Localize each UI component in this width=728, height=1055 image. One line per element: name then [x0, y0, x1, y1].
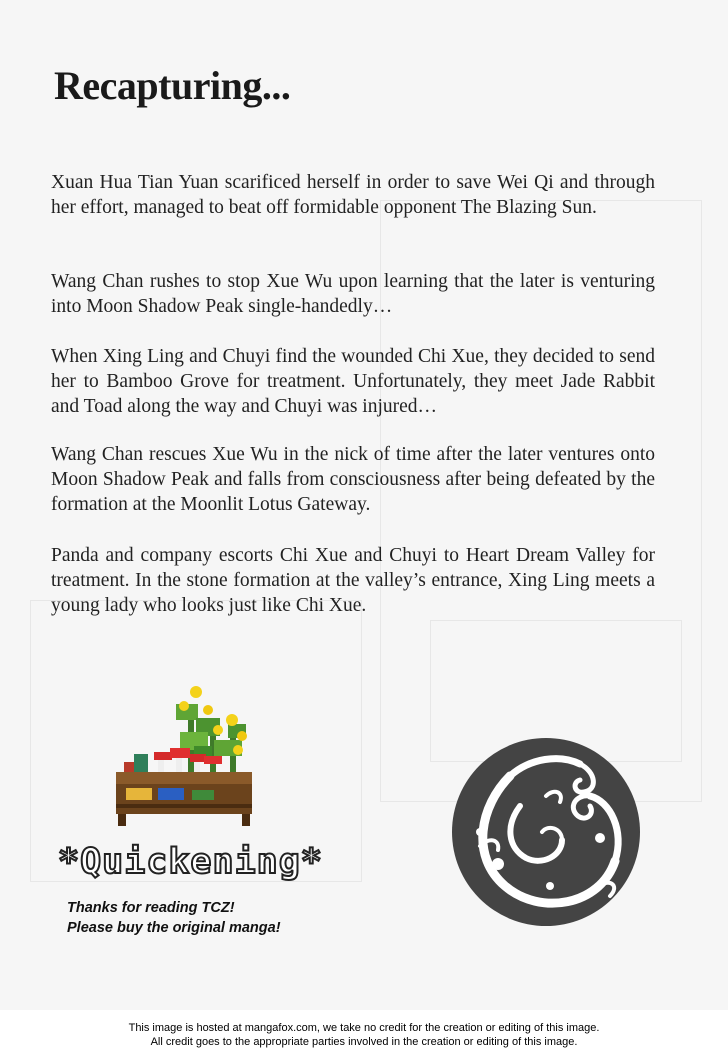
recap-paragraph: Wang Chan rescues Xue Wu in the nick of time after the later ventures onto Moon Shadow Peak and falls from consciousness after being defeated by the formation at the Moonlit Lotus Gateway.	[51, 444, 655, 515]
page-title: Recapturing...	[54, 63, 291, 108]
buy-original-line: Please buy the original manga!	[67, 920, 281, 936]
recap-paragraph: Xuan Hua Tian Yuan scarificed herself in order to save Wei Qi and through her effort, managed to beat off formidable opponent The Blazing Sun.	[51, 172, 655, 218]
scanlation-group-logo: *Quickening*	[58, 842, 323, 882]
recap-paragraph: When Xing Ling and Chuyi find the wounded Chi Xue, they decided to send her to Bamboo Grove for treatment. Unfortunately, they meet Jade Rabbit and Toad along the way and Chuyi was injured…	[51, 346, 655, 417]
ornamental-circle-emblem	[450, 736, 642, 928]
flower-planter-icon	[110, 684, 260, 830]
thanks-line: Thanks for reading TCZ!	[67, 900, 235, 916]
thanks-message	[67, 898, 281, 938]
recap-paragraph: Panda and company escorts Chi Xue and Chuyi to Heart Dream Valley for treatment. In the stone formation at the valley’s entrance, Xing Ling meets a young lady who looks just like Chi Xue.	[51, 545, 655, 616]
hosting-disclaimer	[0, 1021, 728, 1049]
disclaimer-line: All credit goes to the appropriate parties involved in the creation or editing of this image.	[150, 1036, 578, 1048]
recap-paragraph: Wang Chan rushes to stop Xue Wu upon learning that the later is venturing into Moon Shadow Peak single-handedly…	[51, 271, 655, 317]
disclaimer-line: This image is hosted at mangafox.com, we take no credit for the creation or editing of this image.	[128, 1022, 600, 1034]
